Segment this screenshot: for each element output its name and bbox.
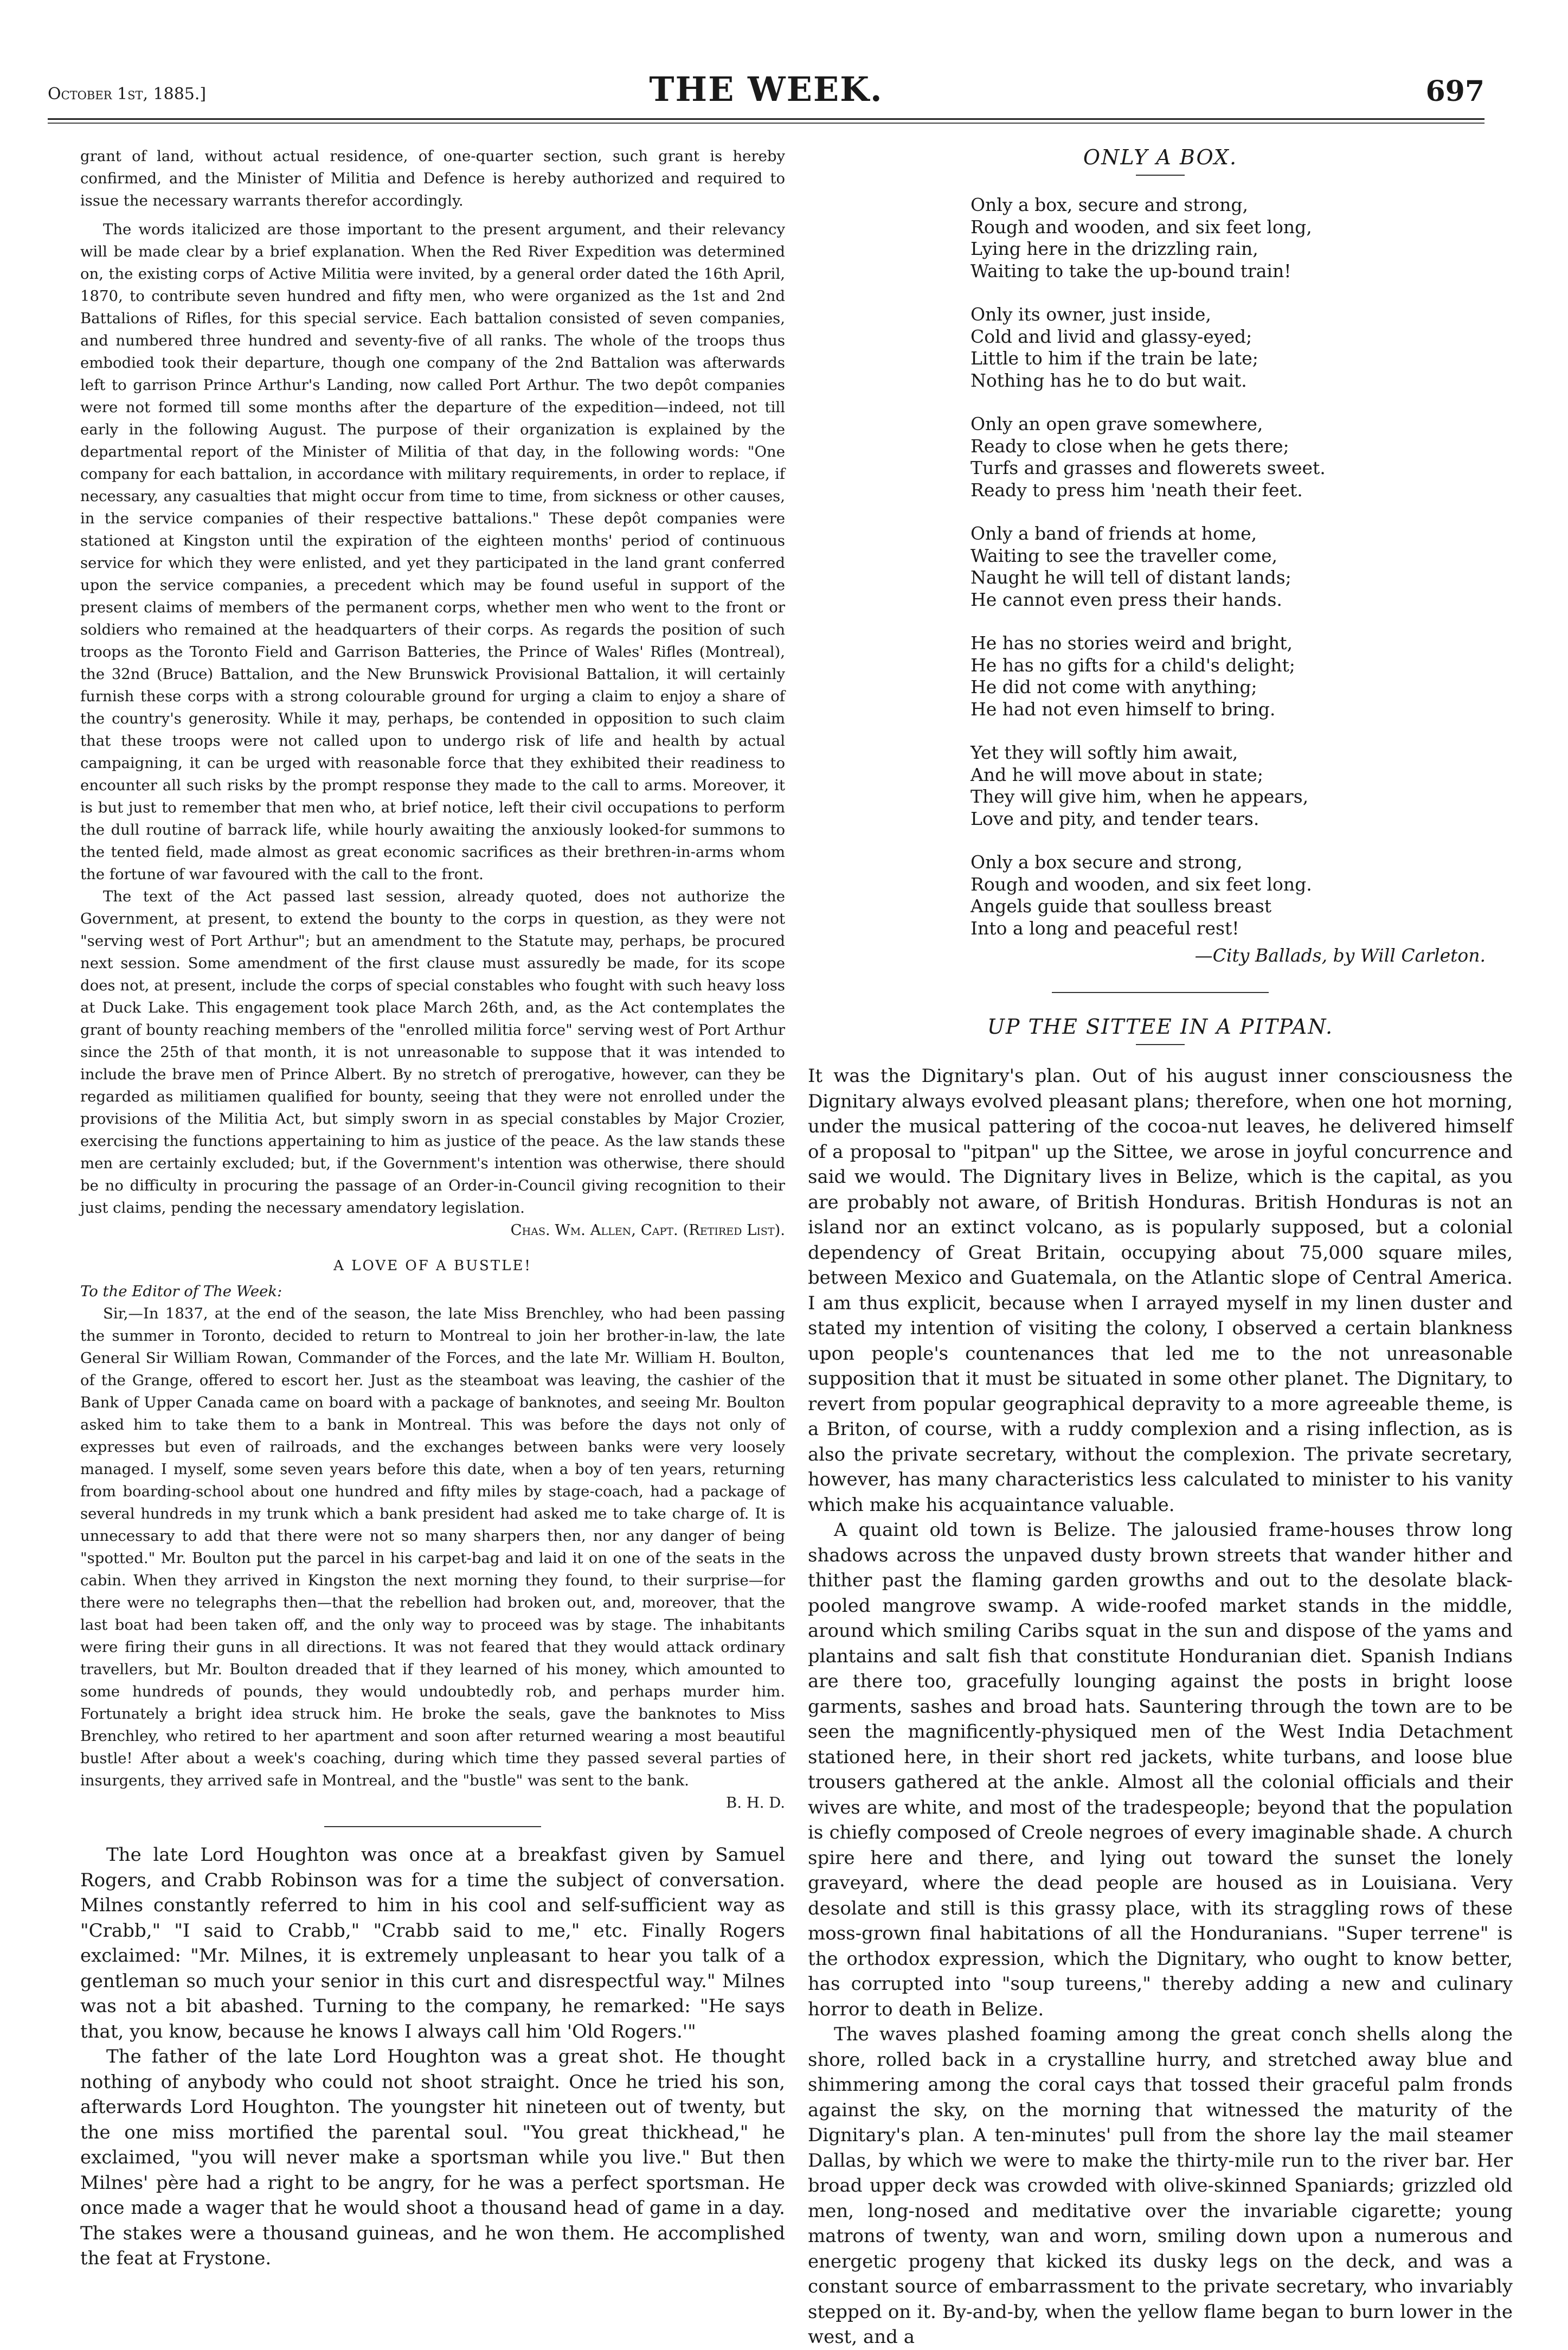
poem-title: ONLY A BOX. — [1083, 145, 1238, 169]
poem-stanza — [971, 632, 1513, 720]
bustle-letter — [80, 1280, 785, 1814]
story-paragraph: A quaint old town is Belize. The jalousied frame-houses throw long shadows across the unpaved dusty brown streets that wander hither and thither past the flaming garden growths and out to the desolate black-pooled mangrove swamp. A wide-roofed market stands in the middle, around which smiling Caribs squat in the sun and dispose of the yams and plantains and salt fish that constitute Honduranian diet. Spanish Indians are there too, gracefully lounging against the posts in bright loose garments, sashes and broad hats. Sauntering through the town are to be seen the magnificently-physiqued men of the West India Detachment stationed here, in their short red jackets, white turbans, and loose blue trousers gathered at the ankle. Almost all the colonial officials and their wives are white, and most of the tradespeople; beyond that the population is chiefly composed of Creole negroes of every imaginable shade. A church spire here and there, and lying out toward the sunset the lonely graveyard, where the dead people are housed as in Louisiana. Very desolate and still is this grassy place, with its straggling rows of these moss-grown final habitations of all the Honduranians. "Super terrene" is the orthodox expression, which the Dignitary, who ought to know better, has corrupted into "soup tureens," thereby adding a new and culinary horror to death in Belize. — [808, 1519, 1513, 2020]
poem-stanza — [971, 851, 1513, 939]
header-rule-double — [48, 123, 1485, 124]
publication-title: THE WEEK. — [649, 69, 883, 109]
militia-letter-paragraph: The words italicized are those important to the present argument, and their relevancy will be made clear by a brief explanation. When the Red River Expedition was determined on, the existing corps of Active Militia were invited, by a general order dated the 16th April, 1870, to contribute seven hundred and fifty men, who were organized as the 1st and 2nd Battalions of Rifles, for this special service. Each battalion consisted of seven companies, and numbered three hundred and seventy-five of all ranks. The whole of the troops thus embodied took their departure, though one company of the 2nd Battalion was afterwards left to garrison Prince Arthur's Landing, now called Port Arthur. The two depôt companies were not formed till some months after the departure of the expedition—indeed, not till early in the following August. The purpose of their organization is explained by the departmental report of the Minister of Militia of that day, in the following words: "One company for each battalion, in accordance with military requirements, in order to replace, if necessary, any casualties that might occur from time to time, from sickness or other causes, in the service companies of their respective battalions." These depôt companies were stationed at Kingston until the expiration of the eighteen months' period of continuous service for which they were enlisted, and yet they participated in the land grant conferred upon the service companies, a precedent which may be found useful in support of the present claims of members of the permanent corps, whether men who went to the front or soldiers who remained at the headquarters of their corps. As regards the position of such troops as the Toronto Field and Garrison Batteries, the Prince of Wales' Rifles (Montreal), the 32nd (Bruce) Battalion, and the New Brunswick Provisional Battalion, it will certainly furnish these corps with a strong colourable ground for urging a claim to enjoy a share of the country's generosity. While it may, perhaps, be contended in opposition to such claim that these troops were not called upon to undergo risk of life and health by actual campaigning, it can be urged with reasonable force that they exhibited their readiness to encounter all such risks by the prompt response they made to the call to arms. Moreover, it is but just to remember that men who, at brief notice, left their civil occupations to perform the dull routine of barrack life, while hourly awaiting the anxiously looked-for summons to the tented field, made almost as great economic sacrifices as their brethren-in-arms whom the fortune of war favoured with the call to the front. — [80, 221, 785, 883]
poem-line: And he will move about in state; — [971, 764, 1263, 785]
bustle-address: To the Editor of The Week: — [80, 1283, 282, 1300]
poem-line: He had not even himself to bring. — [971, 698, 1276, 720]
houghton-paragraph: The father of the late Lord Houghton was a great shot. He thought nothing of anybody who could not shoot straight. Once he tried his son, afterwards Lord Houghton. The youngster hit nineteen out of twenty, but the one miss mortified the parental soul. "You great thickhead," he exclaimed, "you will never make a sportsman while you live." But then Milnes' père had a right to be angry, for he was a perfect sportsman. He once made a wager that he would shoot a thousand head of game in a day. The stakes were a thousand guineas, and he won them. He accomplished the feat at Frystone. — [80, 2046, 785, 2269]
poem-line: Only a box secure and strong, — [971, 851, 1243, 873]
poem-line: Ready to press him 'neath their feet. — [971, 479, 1303, 501]
section-divider — [324, 1826, 541, 1827]
militia-letter-paragraph: grant of land, without actual residence, of one-quarter section, such grant is hereby confirmed, and the Minister of Militia and Defence is hereby authorized and required to issue the necessary warrants therefor accordingly. — [80, 148, 785, 209]
poem-line: Naught he will tell of distant lands; — [971, 567, 1291, 588]
houghton-anecdotes — [80, 1842, 785, 2271]
poem-line: He has no gifts for a child's delight; — [971, 654, 1295, 676]
poem-title-rule — [1136, 175, 1185, 176]
poem-line: Angels guide that soulless breast — [971, 895, 1272, 917]
poem-line: He did not come with anything; — [971, 676, 1257, 697]
issue-date: October 1st, 1885.] — [48, 85, 207, 104]
poem-stanza — [971, 304, 1513, 392]
poem-line: Little to him if the train be late; — [971, 348, 1258, 369]
story-paragraph: It was the Dignitary's plan. Out of his august inner consciousness the Dignitary always evolved pleasant plans; therefore, when one hot morning, under the musical pattering of the cocoa-nut leaves, he delivered himself of a proposal to "pitpan" up the Sittee, we arose in joyful concurrence and said we would. The Dignitary lives in Belize, which is the capital, as you are probably not aware, of British Honduras. British Honduras is not an island nor an extinct volcano, as is popularly supposed, but a colonial dependency of Great Britain, occupying about 75,000 square miles, between Mexico and Guatemala, on the Atlantic slope of Central America. I am thus explicit, because when I arrayed myself in my linen duster and stated my intention of visiting the colony, I observed a certain blankness upon people's countenances that led me to the not unreasonable supposition that it must be situated in some other planet. The Dignitary, to revert from popular geographical depravity to a more agreeable theme, is a Briton, of course, with a ruddy complexion and a rising inflection, as is also the private secretary, without the complexion. The private secretary, however, has many characteristics less calculated to minister to his vanity which make his acquaintance valuable. — [808, 1065, 1513, 1516]
poem-line: Waiting to see the traveller come, — [971, 545, 1278, 566]
poem-line: Only its owner, just inside, — [971, 304, 1211, 325]
story-title: UP THE SITTEE IN A PITPAN. — [987, 1015, 1334, 1039]
poem-line: Nothing has he to do but wait. — [971, 369, 1247, 391]
poem-line: Rough and wooden, and six feet long, — [971, 216, 1312, 238]
poem-stanza — [971, 742, 1513, 830]
section-divider — [1052, 992, 1269, 993]
poem-credit: —City Ballads, by Will Carleton. — [1194, 945, 1486, 966]
poem-line: Only an open grave somewhere, — [971, 413, 1263, 434]
poem-line: He has no stories weird and bright, — [971, 632, 1293, 654]
header-rule — [48, 118, 1485, 120]
bustle-heading: A LOVE OF A BUSTLE! — [333, 1258, 532, 1274]
poem-line: Only a box, secure and strong, — [971, 194, 1248, 215]
poem-line: Ready to close when he gets there; — [971, 435, 1289, 457]
militia-letter-paragraph: The text of the Act passed last session, already quoted, does not authorize the Government, at present, to extend the bounty to the corps in question, as they were not "serving west of Port Arthur"; but an amendment to the Statute may, perhaps, be procured next session. Some amendment of the first clause must assuredly be made, for its scope does not, at present, include the corps of special constables who fought with such heavy loss at Duck Lake. This engagement took place March 26th, and, as the Act contemplates the grant of bounty reaching members of the "enrolled militia force" serving west of Port Arthur since the 25th of that month, it is not unreasonable to suppose that it was intended to include the brave men of Prince Albert. By no stretch of prerogative, however, can they be regarded as militiamen qualified for bounty, seeing that they were not enrolled under the provisions of the Militia Act, but simply sworn in as special constables by Major Crozier, exercising the functions appertaining to him as justice of the peace. As the law stands these men are certainly excluded; but, if the Government's intention was otherwise, there should be no difficulty in procuring the passage of an Order-in-Council giving recognition to their just claims, pending the necessary amendatory legislation. — [80, 888, 785, 1216]
poem-line: Yet they will softly him await, — [971, 742, 1238, 763]
story-paragraph: The waves plashed foaming among the great conch shells along the shore, rolled back in a crystalline hurry, and stretched away blue and shimmering among the coral cays that tossed their graceful palm fronds against the sky, on the morning that witnessed the maturity of the Dignitary's plan. A ten-minutes' pull from the shore lay the mail steamer Dallas, by which we were to make the thirty-mile run to the river bar. Her broad upper deck was crowded with olive-skinned Spaniards; grizzled old men, long-nosed and meditative over the invariable cigarette; young matrons of twenty, wan and worn, smiling down upon a numerous and energetic progeny that kicked its dusky legs on the deck, and was a constant source of embarrassment to the private secretary, who invariably stepped on it. By-and-by, when the yellow flame began to burn lower in the west, and a — [808, 2024, 1513, 2348]
poem-line: Only a band of friends at home, — [971, 523, 1257, 544]
masthead — [48, 69, 1485, 113]
left-column — [80, 145, 785, 2269]
poem-line: They will give him, when he appears, — [971, 786, 1309, 807]
poem-stanza — [971, 413, 1513, 501]
houghton-paragraph: The late Lord Houghton was once at a breakfast given by Samuel Rogers, and Crabb Robinson was for a time the subject of conversation. Milnes constantly referred to him in his cool and self-sufficient way as "Crabb," "I said to Crabb," "Crabb said to me," etc. Finally Rogers exclaimed: "Mr. Milnes, it is extremely unpleasant to hear you talk of a gentleman so much your senior in this curt and disrespectful way." Milnes was not a bit abashed. Turning to the company, he remarked: "He says that, you know, because he knows I always call him 'Old Rogers.'" — [80, 1844, 785, 2042]
right-column — [808, 145, 1513, 2348]
militia-letter-signature: Chas. Wm. Allen, Capt. (Retired List). — [510, 1221, 785, 1239]
poem-stanza — [971, 523, 1513, 611]
page-number: 697 — [1425, 75, 1485, 108]
bustle-letter-text: Sir,—In 1837, at the end of the season, the late Miss Brenchley, who had been passing the summer in Toronto, decided to return to Montreal to join her brother-in-law, the late General Sir William Rowan, Commander of the Forces, and the late Mr. William H. Boulton, of the Grange, offered to escort her. Just as the steamboat was leaving, the cashier of the Bank of Upper Canada came on board with a package of banknotes, and seeing Mr. Boulton asked him to take them to a bank in Montreal. This was before the days not only of expresses but even of railroads, and the exchanges between banks were very loosely managed. I myself, some seven years before this date, when a boy of ten years, returning from boarding-school about one hundred and fifty miles by stage-coach, had a package of several hundreds in my trunk which a bank president had asked me to take charge of. It is unnecessary to add that there were not so many sharpers then, nor any danger of being "spotted." Mr. Boulton put the parcel in his carpet-bag and laid it on one of the seats in the cabin. When they arrived in Kingston the next morning they found, to their surprise—for there were no telegraphs then—that the rebellion had broken out, and, moreover, that the last boat had been taken off, and the only way to proceed was by stage. The inhabitants were firing their guns in all directions. It was not feared that they would attack ordinary travellers, but Mr. Boulton dreaded that if they learned of his money, which amounted to some hundreds of pounds, they would undoubtedly rob, and perhaps murder him. Fortunately a bright idea struck him. He broke the seals, gave the banknotes to Miss Brenchley, who retired to her apartment and soon after returned wearing a most beautiful bustle! After about a week's coaching, during which time they passed several parties of insurgents, they arrived safe in Montreal, and the "bustle" was sent to the bank. — [80, 1305, 785, 1789]
poem-stanza — [971, 194, 1513, 282]
poem-line: He cannot even press their hands. — [971, 588, 1282, 610]
poem-line: Rough and wooden, and six feet long. — [971, 873, 1312, 895]
poem-line: Lying here in the drizzling rain, — [971, 238, 1258, 259]
militia-letter — [80, 145, 785, 1241]
bustle-signature: B. H. D. — [726, 1794, 785, 1811]
poem-line: Turfs and grasses and flowerets sweet. — [971, 457, 1326, 478]
poem-line: Waiting to take the up-bound train! — [971, 260, 1291, 281]
poem-line: Love and pity, and tender tears. — [971, 808, 1259, 829]
story-title-rule — [1136, 1044, 1185, 1045]
poem-line: Into a long and peaceful rest! — [971, 917, 1239, 939]
poem-line: Cold and livid and glassy-eyed; — [971, 325, 1252, 347]
poem-body — [971, 194, 1513, 939]
story-body — [808, 1064, 1513, 2350]
